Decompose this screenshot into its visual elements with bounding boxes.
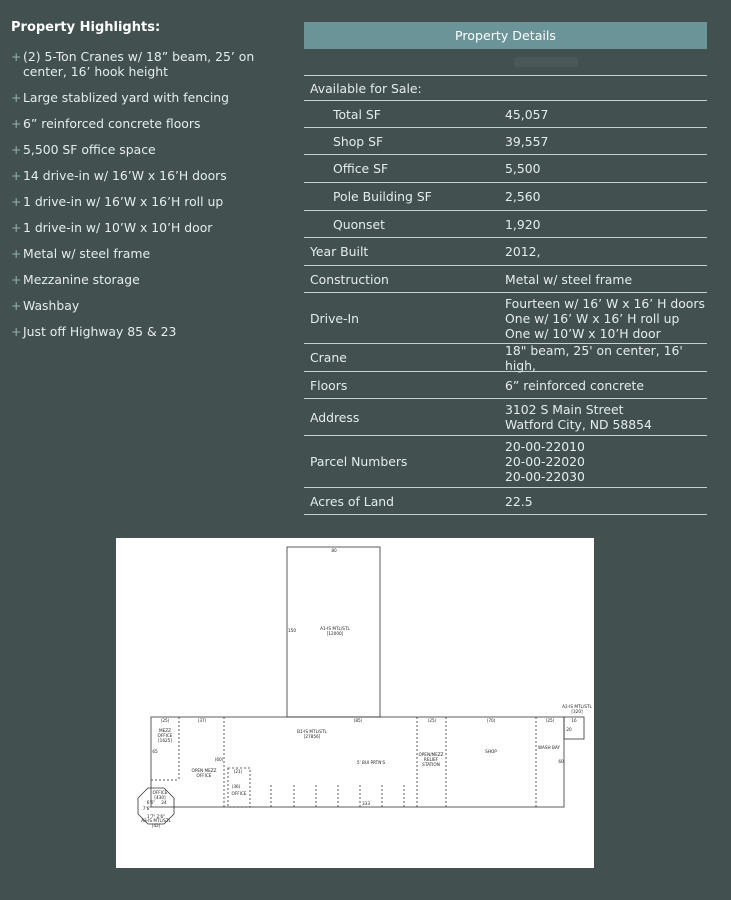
floor-plan-label: 80 — [331, 548, 337, 553]
details-value-line: 18" beam, 25' on center, 16' high, — [505, 342, 683, 373]
plus-icon: + — [11, 116, 22, 131]
highlight-item — [11, 168, 286, 183]
floor-plan-label: 1'7" 2'6" — [146, 814, 166, 819]
plus-icon: + — [11, 168, 22, 183]
floor-plan-label: [12000] — [326, 631, 344, 636]
floor-plan-label: 24 — [161, 800, 167, 805]
highlight-text: Washbay — [23, 298, 80, 313]
details-row — [304, 372, 707, 399]
floor-plan-label: RELIEF — [423, 757, 439, 762]
floor-plan-label: [430] — [154, 795, 166, 800]
details-row-label: Quonset — [333, 216, 385, 232]
highlight-text: 1 drive-in w/ 10’W x 10’H door — [23, 220, 213, 235]
highlight-text: 1 drive-in w/ 16’W x 16’H roll up — [23, 194, 224, 209]
highlight-item — [11, 116, 286, 131]
details-row — [304, 488, 707, 515]
plus-icon: + — [11, 142, 22, 157]
highlight-item — [11, 49, 286, 79]
floor-plan-label: SHOP — [485, 749, 497, 754]
details-value-line: 3102 S Main Street — [505, 402, 624, 417]
highlights-list — [11, 49, 286, 339]
details-value-line: One w/ 16’ W x 16’ H roll up — [505, 310, 680, 326]
floor-plan-label: (37) — [197, 718, 207, 723]
details-row-label: Year Built — [310, 244, 369, 259]
details-value-line: 22.5 — [505, 493, 533, 509]
details-row-value — [505, 189, 707, 204]
highlight-item — [11, 324, 286, 339]
details-value-line: 2012, — [505, 244, 541, 259]
details-value-line: 20-00-22020 — [505, 454, 585, 469]
details-row — [304, 344, 707, 372]
plus-icon: + — [11, 220, 22, 235]
plus-icon: + — [11, 246, 22, 261]
floor-plan-label: A2-IS MTL/STL — [562, 704, 592, 709]
details-row-label: Shop SF — [333, 133, 384, 149]
highlights-title: Property Highlights: — [11, 20, 161, 35]
floor-plan-drawing — [116, 538, 594, 868]
floor-plan-label: OPEN MEZZ — [191, 768, 217, 773]
details-row — [304, 101, 707, 128]
floor-plan-label: 20 — [566, 727, 572, 732]
floor-plan-label: OFFICE — [157, 733, 173, 738]
floor-plan-label: OFFICE — [152, 790, 168, 795]
plus-icon: + — [11, 272, 22, 287]
floor-plan-label: OFFICE — [231, 791, 247, 796]
details-row-value — [505, 244, 707, 259]
highlight-item — [11, 272, 286, 287]
plus-icon: + — [11, 90, 22, 105]
highlight-item — [11, 298, 286, 313]
details-row-label: Drive-In — [310, 310, 360, 326]
details-row — [304, 183, 707, 211]
floor-plan-label: 65 — [152, 749, 158, 754]
details-value-line: One w/ 10’W x 10’H door — [505, 325, 661, 341]
floor-plan-label: OFFICE — [196, 773, 212, 778]
highlight-text: 5,500 SF office space — [23, 142, 156, 157]
floor-plan-label: [42] — [151, 823, 161, 828]
floor-plan-label: (25) — [160, 718, 170, 723]
faded-value — [514, 57, 578, 67]
details-row — [304, 238, 707, 266]
details-value-line: Watford City, ND 58854 — [505, 417, 652, 432]
available-for-sale-label: Available for Sale: — [310, 80, 422, 96]
details-header: Property Details — [304, 22, 707, 49]
details-row — [304, 399, 707, 436]
details-row-value — [505, 217, 707, 232]
highlight-text: (2) 5-Ton Cranes w/ 18” beam, 25’ on center, 16’ hook height — [23, 49, 255, 79]
details-row-value — [505, 107, 707, 122]
details-row-label: Pole Building SF — [333, 189, 432, 204]
details-value-line: 5,500 — [505, 161, 541, 176]
plus-icon: + — [11, 324, 22, 339]
floor-plan-label: (70) — [486, 718, 496, 723]
details-row-label: Floors — [310, 377, 348, 393]
floor-plan-label: (36) — [231, 784, 241, 789]
details-row — [304, 211, 707, 238]
highlight-item — [11, 246, 286, 261]
details-value-line: 20-00-22030 — [505, 469, 585, 484]
highlight-text: 6” reinforced concrete floors — [23, 116, 201, 131]
floor-plan-label: (25) — [545, 718, 555, 723]
floor-plan-label: OPEN/MEZZ — [418, 752, 444, 757]
details-value-line: 2,560 — [505, 189, 541, 204]
details-row — [304, 128, 707, 155]
details-row-value — [505, 161, 707, 176]
details-row-label: Address — [310, 409, 360, 425]
details-value-line: 20-00-22010 — [505, 439, 585, 454]
floor-plan-label: MEZZ — [159, 728, 171, 733]
floor-plan-label: 333 — [362, 801, 370, 806]
details-row-label: Parcel Numbers — [310, 454, 408, 469]
floor-plan-label: (25) — [427, 718, 437, 723]
available-for-sale-row — [304, 76, 707, 101]
highlight-text: Large stablized yard with fencing — [23, 90, 230, 105]
floor-plan-label: A1-IS MTL/STL — [320, 626, 350, 631]
details-row-label: Acres of Land — [310, 493, 395, 509]
floor-plan-label: 7'6" — [142, 806, 152, 811]
details-rows — [304, 101, 707, 515]
details-row — [304, 155, 707, 183]
plus-icon: + — [11, 49, 22, 64]
details-row-label: Office SF — [333, 161, 389, 176]
details-row-label: Crane — [310, 350, 347, 365]
details-value-line: Metal w/ steel frame — [505, 271, 633, 287]
details-value-line: 45,057 — [505, 106, 549, 122]
details-row-label: Total SF — [333, 106, 381, 122]
details-row-label: Construction — [310, 271, 389, 287]
property-details-table — [304, 22, 707, 515]
highlight-text: Metal w/ steel frame — [23, 246, 151, 261]
floor-plan-label: A3-IS MTL/STL — [141, 818, 171, 823]
details-row-value — [505, 494, 707, 509]
details-row-value — [505, 296, 707, 341]
floor-plan-label: [27856] — [303, 734, 321, 739]
details-value-line: Fourteen w/ 16’ W x 16’ H doors — [505, 295, 705, 311]
floor-plan-label: 5' BUI PRTN'S — [356, 760, 386, 765]
details-value-line: 6” reinforced concrete — [505, 377, 644, 393]
floor-plan-label: 6'6" — [146, 800, 156, 805]
floor-plan — [116, 538, 594, 868]
details-value-line: 39,557 — [505, 133, 549, 149]
highlight-text: 14 drive-in w/ 16’W x 16’H doors — [23, 168, 227, 183]
highlight-item — [11, 90, 286, 105]
details-row — [304, 436, 707, 488]
floor-plan-label: [1625] — [158, 738, 172, 743]
details-row — [304, 293, 707, 344]
floor-plan-label: (60) — [214, 757, 224, 762]
highlight-text: Just off Highway 85 & 23 — [23, 324, 177, 339]
plus-icon: + — [11, 298, 22, 313]
plus-icon: + — [11, 194, 22, 209]
floor-plan-label: (21) — [233, 769, 243, 774]
details-row-value — [505, 272, 707, 287]
property-highlights — [11, 20, 286, 350]
details-row-value — [505, 439, 707, 484]
details-row-value — [505, 134, 707, 149]
highlight-item — [11, 142, 286, 157]
details-value-line: 1,920 — [505, 216, 541, 232]
highlight-text: Mezzanine storage — [23, 272, 140, 287]
floor-plan-label: 150 — [288, 628, 296, 633]
highlight-item — [11, 220, 286, 235]
floor-plan-label: B1-IS MTL/STL — [297, 729, 327, 734]
floor-plan-label: (85) — [353, 718, 363, 723]
details-row-value — [505, 343, 707, 373]
details-row-value — [505, 402, 707, 432]
floor-plan-label: [320] — [571, 709, 583, 714]
details-row — [304, 266, 707, 293]
details-row-value — [505, 378, 707, 393]
floor-plan-label: 60 — [558, 759, 564, 764]
details-blank-row — [304, 49, 707, 76]
floor-plan-label: STATION — [422, 762, 440, 767]
highlight-item — [11, 194, 286, 209]
floor-plan-label: 16 — [571, 718, 577, 723]
floor-plan-label: WASH BAY — [538, 745, 560, 750]
